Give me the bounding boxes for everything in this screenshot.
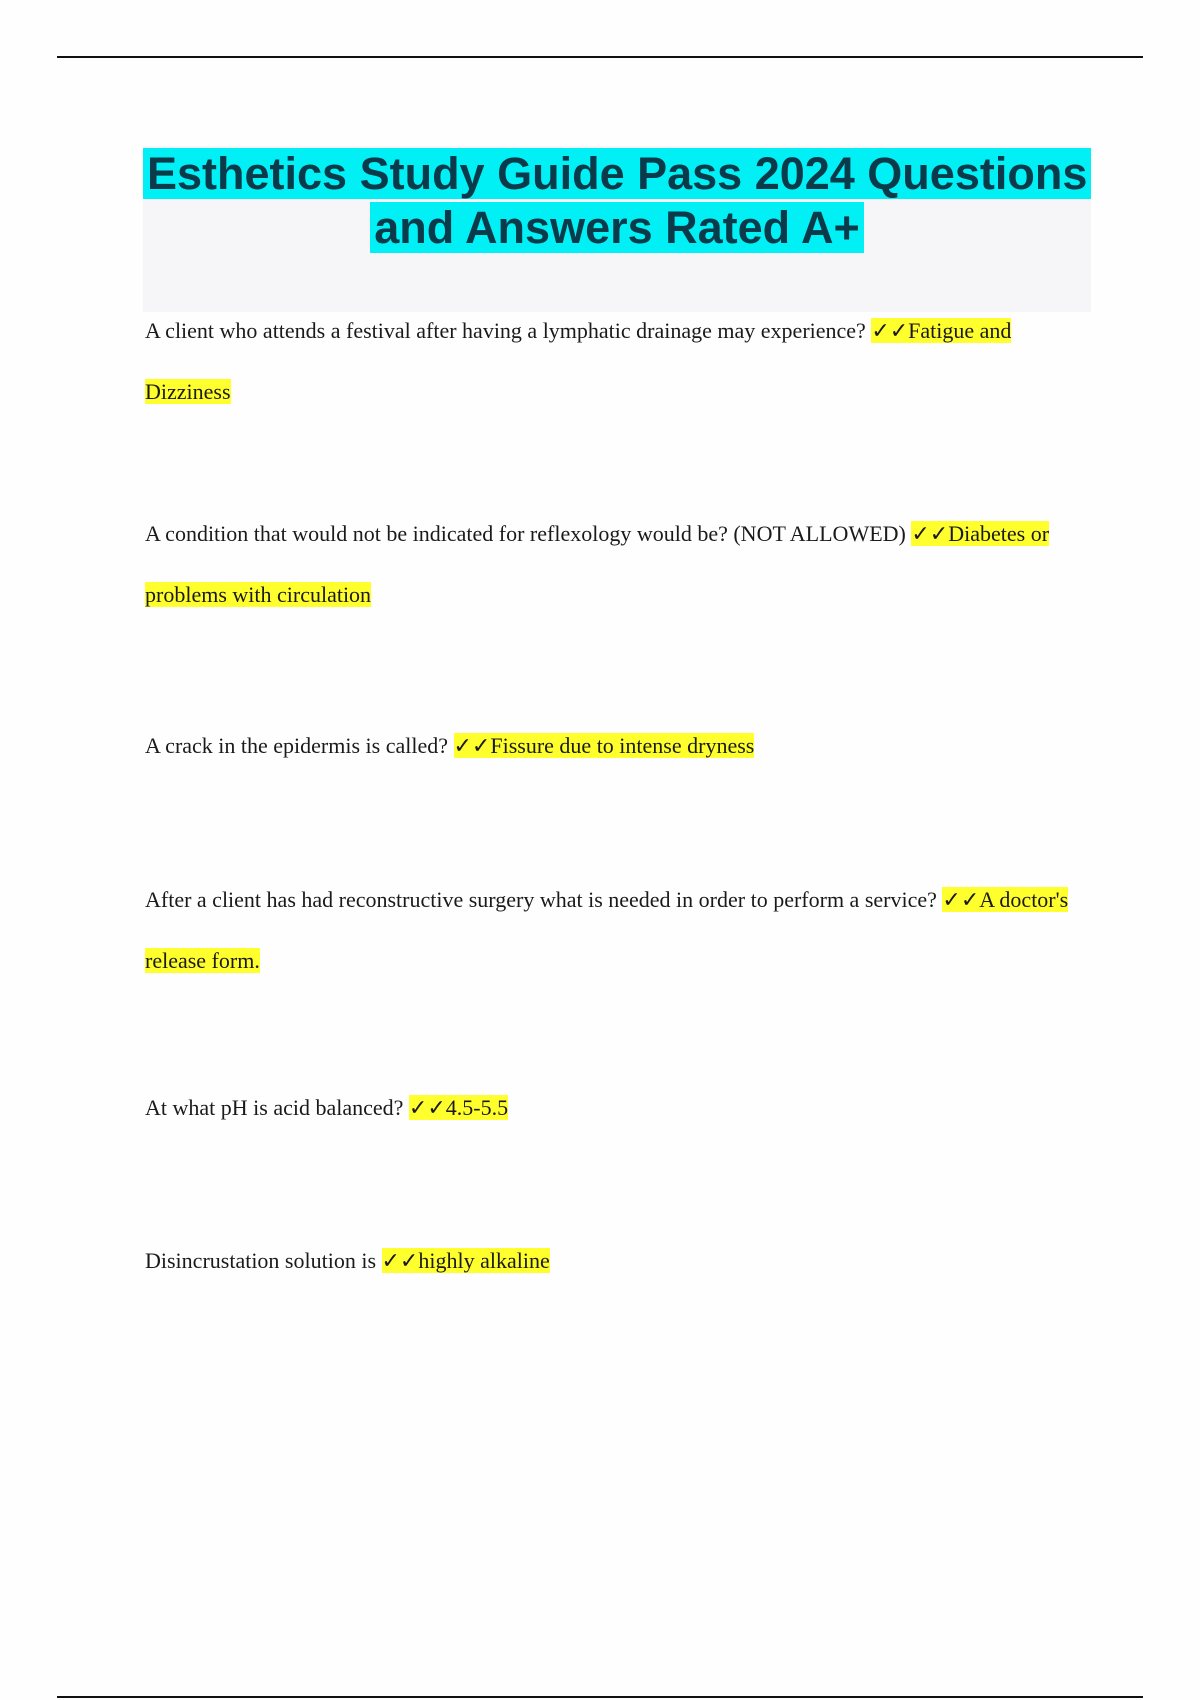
qa-item bbox=[145, 869, 1085, 991]
qa-item bbox=[145, 300, 1085, 422]
title-block bbox=[143, 146, 1091, 312]
answer-text: ✓✓Fissure due to intense dryness bbox=[453, 733, 755, 758]
footer-rule bbox=[57, 1696, 1143, 1698]
question-text: A client who attends a festival after having a lymphatic drainage may experience? bbox=[145, 318, 872, 343]
header-rule bbox=[57, 56, 1143, 58]
answer-text: ✓✓Fatigue and Dizziness bbox=[145, 318, 1012, 404]
question-text: A crack in the epidermis is called? bbox=[145, 733, 454, 758]
answer-text: ✓✓highly alkaline bbox=[381, 1248, 550, 1273]
qa-item bbox=[145, 1230, 1085, 1291]
answer-text: ✓✓A doctor's release form. bbox=[145, 887, 1069, 973]
qa-item bbox=[145, 503, 1085, 625]
answer-text: ✓✓4.5-5.5 bbox=[408, 1095, 509, 1120]
qa-item bbox=[145, 715, 1085, 776]
question-text: After a client has had reconstructive surgery what is needed in order to perform a service? bbox=[145, 887, 943, 912]
document-title-text: Esthetics Study Guide Pass 2024 Questions and Answers Rated A+ bbox=[143, 148, 1091, 253]
answer-text: ✓✓Diabetes or problems with circulation bbox=[145, 521, 1050, 607]
question-text: A condition that would not be indicated for reflexology would be? (NOT ALLOWED) bbox=[145, 521, 912, 546]
question-text: Disincrustation solution is bbox=[145, 1248, 382, 1273]
qa-item bbox=[145, 1077, 1085, 1138]
document-title bbox=[143, 146, 1091, 255]
question-text: At what pH is acid balanced? bbox=[145, 1095, 409, 1120]
